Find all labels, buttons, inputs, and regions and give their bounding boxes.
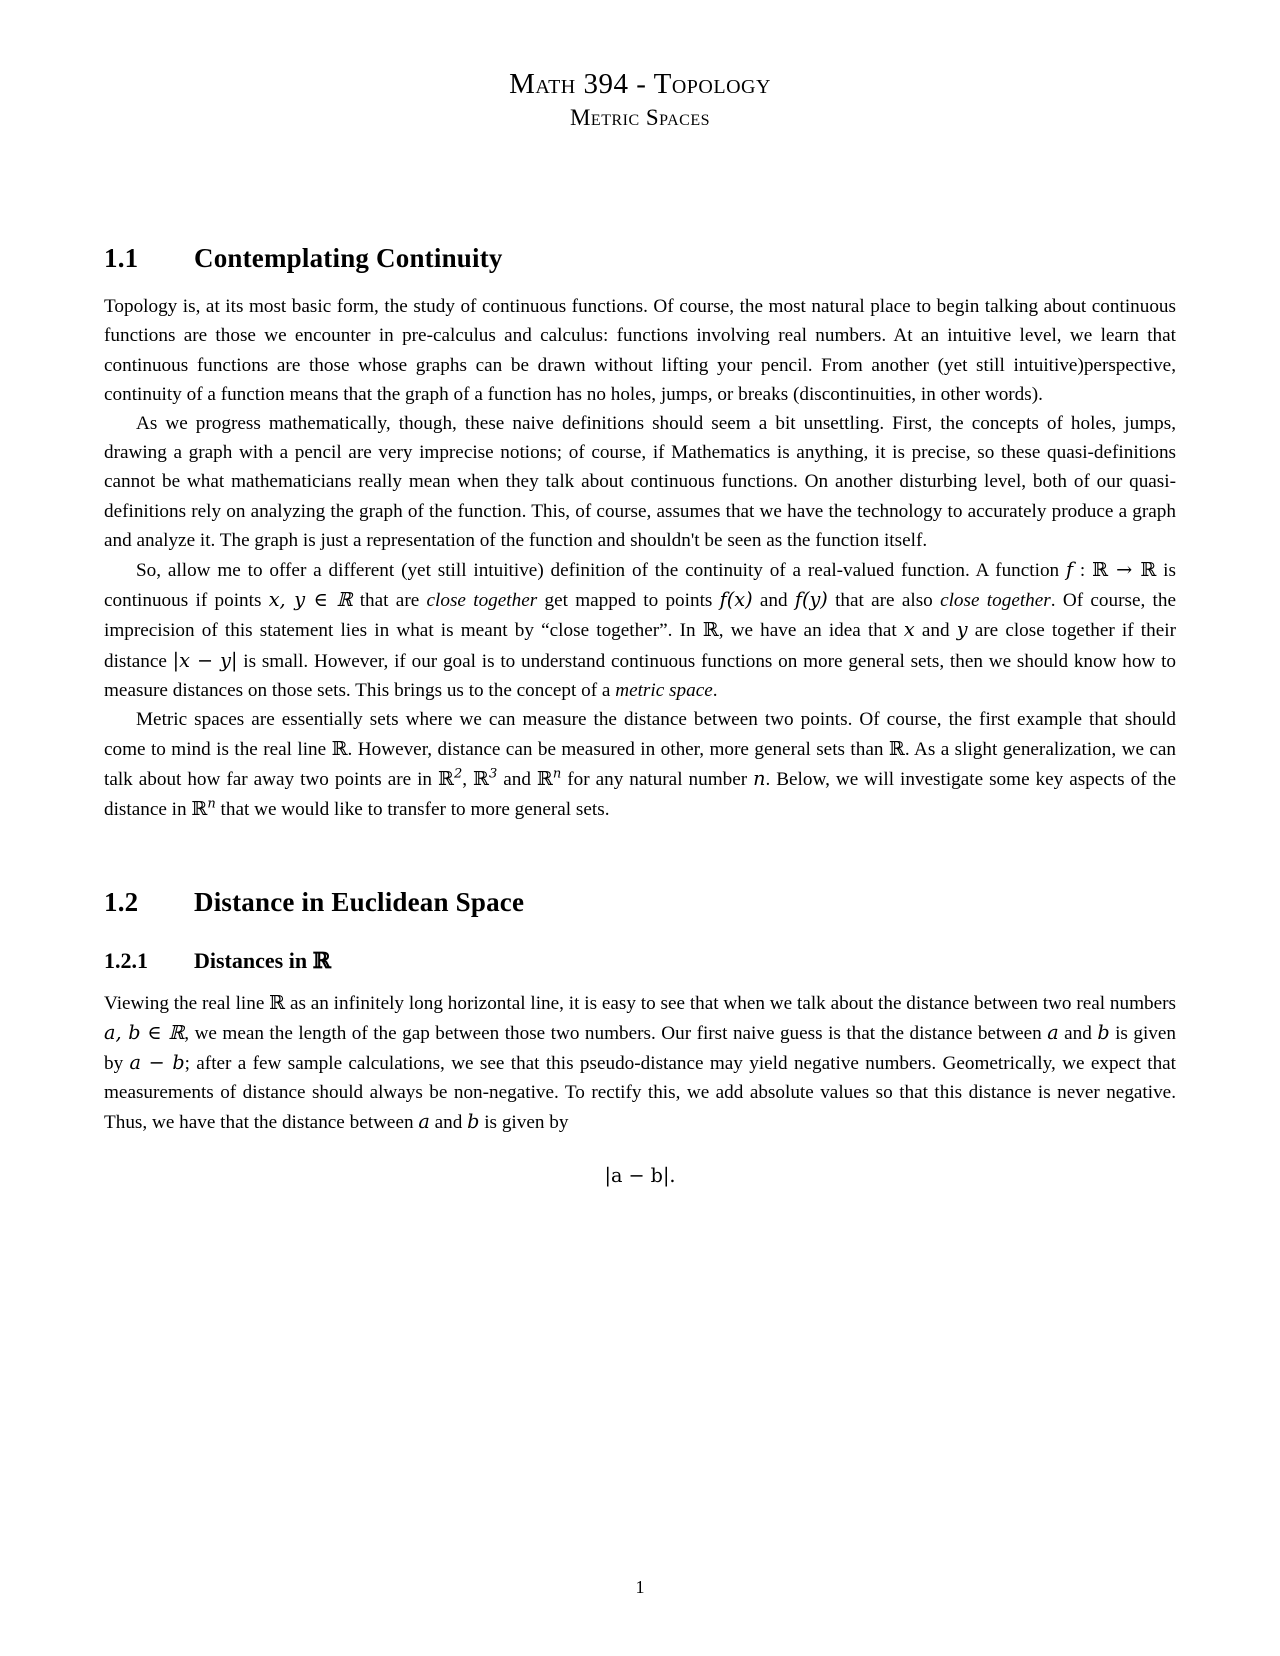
text-run: that we would like to transfer to more general sets. bbox=[215, 799, 610, 821]
math-run: f bbox=[1065, 557, 1074, 581]
math-run: a bbox=[1047, 1020, 1059, 1044]
paragraph-1-1-2: As we progress mathematically, though, these naive definitions should seem a bit unsettling. First, the concepts of holes, jumps, drawing a graph with a pencil are very imprecise notions; of course, if Mathematics is anything, it is precise, so these quasi-definitions cannot be what mathematicians really mean when they talk about continuous functions. On another disturbing level, both of our quasi-definitions rely on analyzing the graph of the function. This, of course, assumes that we have the technology to accurately produce a graph and analyze it. The graph is just a representation of the function and shouldn't be seen as the function itself. bbox=[104, 413, 1176, 551]
text-run: . Below, we will investigate some key aspects of the distance in bbox=[104, 769, 1176, 821]
section-title-1-2-1: Distances in bbox=[194, 947, 308, 973]
display-equation: |a − b|. bbox=[604, 1163, 676, 1187]
title-block bbox=[104, 66, 1176, 131]
text-run: that are also bbox=[827, 590, 941, 612]
paragraph-1-1-4 bbox=[104, 705, 1176, 825]
math-run: a, b ∈ ℝ bbox=[104, 1020, 185, 1044]
paragraph-1-2-1-1 bbox=[104, 988, 1176, 1138]
text-run: is small. However, if our goal is to understand continuous functions on more general sets, then we should know how to measure distances on those sets. This brings us to the concept of a bbox=[104, 650, 1176, 701]
section-title-1-1: Contemplating Continuity bbox=[194, 243, 503, 274]
text-run: . bbox=[712, 679, 718, 701]
emphasis-run: close together bbox=[940, 590, 1051, 612]
text-run: and bbox=[497, 769, 537, 791]
section-heading-1-1 bbox=[104, 243, 1176, 274]
math-run: x bbox=[903, 618, 915, 642]
math-run: n bbox=[753, 767, 766, 791]
math-run: ℝ bbox=[437, 767, 454, 791]
math-run: b bbox=[467, 1110, 480, 1134]
section-number-1-2-1: 1.2.1 bbox=[104, 947, 148, 973]
text-run: , we have an idea that bbox=[718, 620, 904, 642]
text-run: Viewing the real line bbox=[104, 992, 270, 1014]
exponent: 2 bbox=[453, 766, 463, 782]
paragraph-1-1-1: Topology is, at its most basic form, the study of continuous functions. Of course, the most natural place to begin talking about continuous functions are those we encounter in pre-calculus and calculus: functions involving real numbers. At an intuitive level, we learn that continuous functions are those whose graphs can be drawn without lifting your pencil. From another (yet still intuitive)perspective, continuity of a function means that the graph of a function has no holes, jumps, or breaks (discontinuities, in other words). bbox=[104, 296, 1176, 405]
math-run: ℝ bbox=[888, 737, 905, 761]
text-run: and bbox=[914, 620, 957, 642]
math-run: ℝ bbox=[473, 767, 489, 791]
math-run: f(y) bbox=[794, 588, 828, 612]
text-run: So, allow me to offer a different (yet still intuitive) definition of the continuity of a real-valued function. A function bbox=[136, 559, 1066, 581]
math-run: f(x) bbox=[719, 588, 753, 612]
text-run: . However, distance can be measured in other, more general sets than bbox=[347, 739, 889, 761]
text-run: , we mean the length of the gap between those two numbers. Our first naive guess is that the distance between bbox=[184, 1022, 1048, 1044]
text-run: . Of course, the imprecision of this statement lies in what is meant by “close together”. In bbox=[104, 590, 1176, 642]
math-run: ℝ bbox=[269, 990, 286, 1014]
section-number-1-1: 1.1 bbox=[104, 243, 139, 274]
text-run: for any natural number bbox=[561, 769, 754, 791]
exponent: n bbox=[552, 766, 562, 782]
text-run: is given by bbox=[104, 1022, 1176, 1074]
document-subtitle: Metric Spaces bbox=[569, 105, 711, 131]
math-run: a bbox=[418, 1110, 430, 1134]
text-run: is given by bbox=[479, 1112, 569, 1134]
math-run: ℝ bbox=[702, 618, 719, 642]
text-run: and bbox=[1058, 1022, 1098, 1044]
text-run: is continuous if points bbox=[104, 559, 1176, 612]
text-run: Metric spaces are essentially sets where we can measure the distance between two points. Of course, the first example that should come to mind is the real line bbox=[104, 708, 1176, 761]
math-run: |x − y| bbox=[172, 648, 238, 672]
text-run: . As a slight generalization, we can talk about how far away two points are in bbox=[104, 739, 1177, 791]
section-number-1-2: 1.2 bbox=[104, 886, 139, 917]
math-run: y bbox=[956, 618, 968, 642]
section-heading-1-2-1 bbox=[104, 948, 1176, 974]
math-run: ℝ bbox=[191, 797, 208, 821]
text-run: are close together if their distance bbox=[104, 620, 1176, 672]
math-run: a − b bbox=[129, 1051, 185, 1074]
text-run: and bbox=[429, 1112, 468, 1134]
math-run: x, y ∈ ℝ bbox=[268, 588, 353, 612]
document-title: Math 394 - Topology bbox=[509, 68, 771, 100]
math-run: ℝ bbox=[536, 767, 553, 791]
emphasis-run: close together bbox=[426, 590, 538, 612]
math-run: ℝ → ℝ bbox=[1092, 557, 1157, 581]
exponent: 3 bbox=[488, 766, 498, 782]
section-title-1-2: Distance in Euclidean Space bbox=[194, 886, 525, 917]
emphasis-run: metric space bbox=[615, 679, 713, 701]
paragraph-1-1-3 bbox=[104, 555, 1176, 705]
text-run: that are bbox=[352, 590, 427, 612]
text-run: ; after a few sample calculations, we see that this pseudo-distance may yield negative numbers. Geometrically, we expect that measurements of distance should always be non-negative. To rectify this, we add absolute values so that this distance is never negative. Thus, we have that the distance between bbox=[104, 1053, 1177, 1134]
text-run: : bbox=[1073, 559, 1093, 581]
page-number: 1 bbox=[635, 1577, 645, 1597]
text-run: and bbox=[752, 590, 795, 612]
text-run: as an infinitely long horizontal line, it is easy to see that when we talk about the distance between two real numbers bbox=[285, 992, 1176, 1014]
math-run: ℝ bbox=[331, 737, 348, 761]
section-heading-1-2 bbox=[104, 887, 1176, 918]
text-run: , bbox=[462, 769, 474, 791]
exponent: n bbox=[207, 797, 216, 813]
section-title-symbol: ℝ bbox=[312, 947, 331, 974]
math-run: b bbox=[1097, 1020, 1110, 1044]
text-run: get mapped to points bbox=[537, 590, 720, 612]
